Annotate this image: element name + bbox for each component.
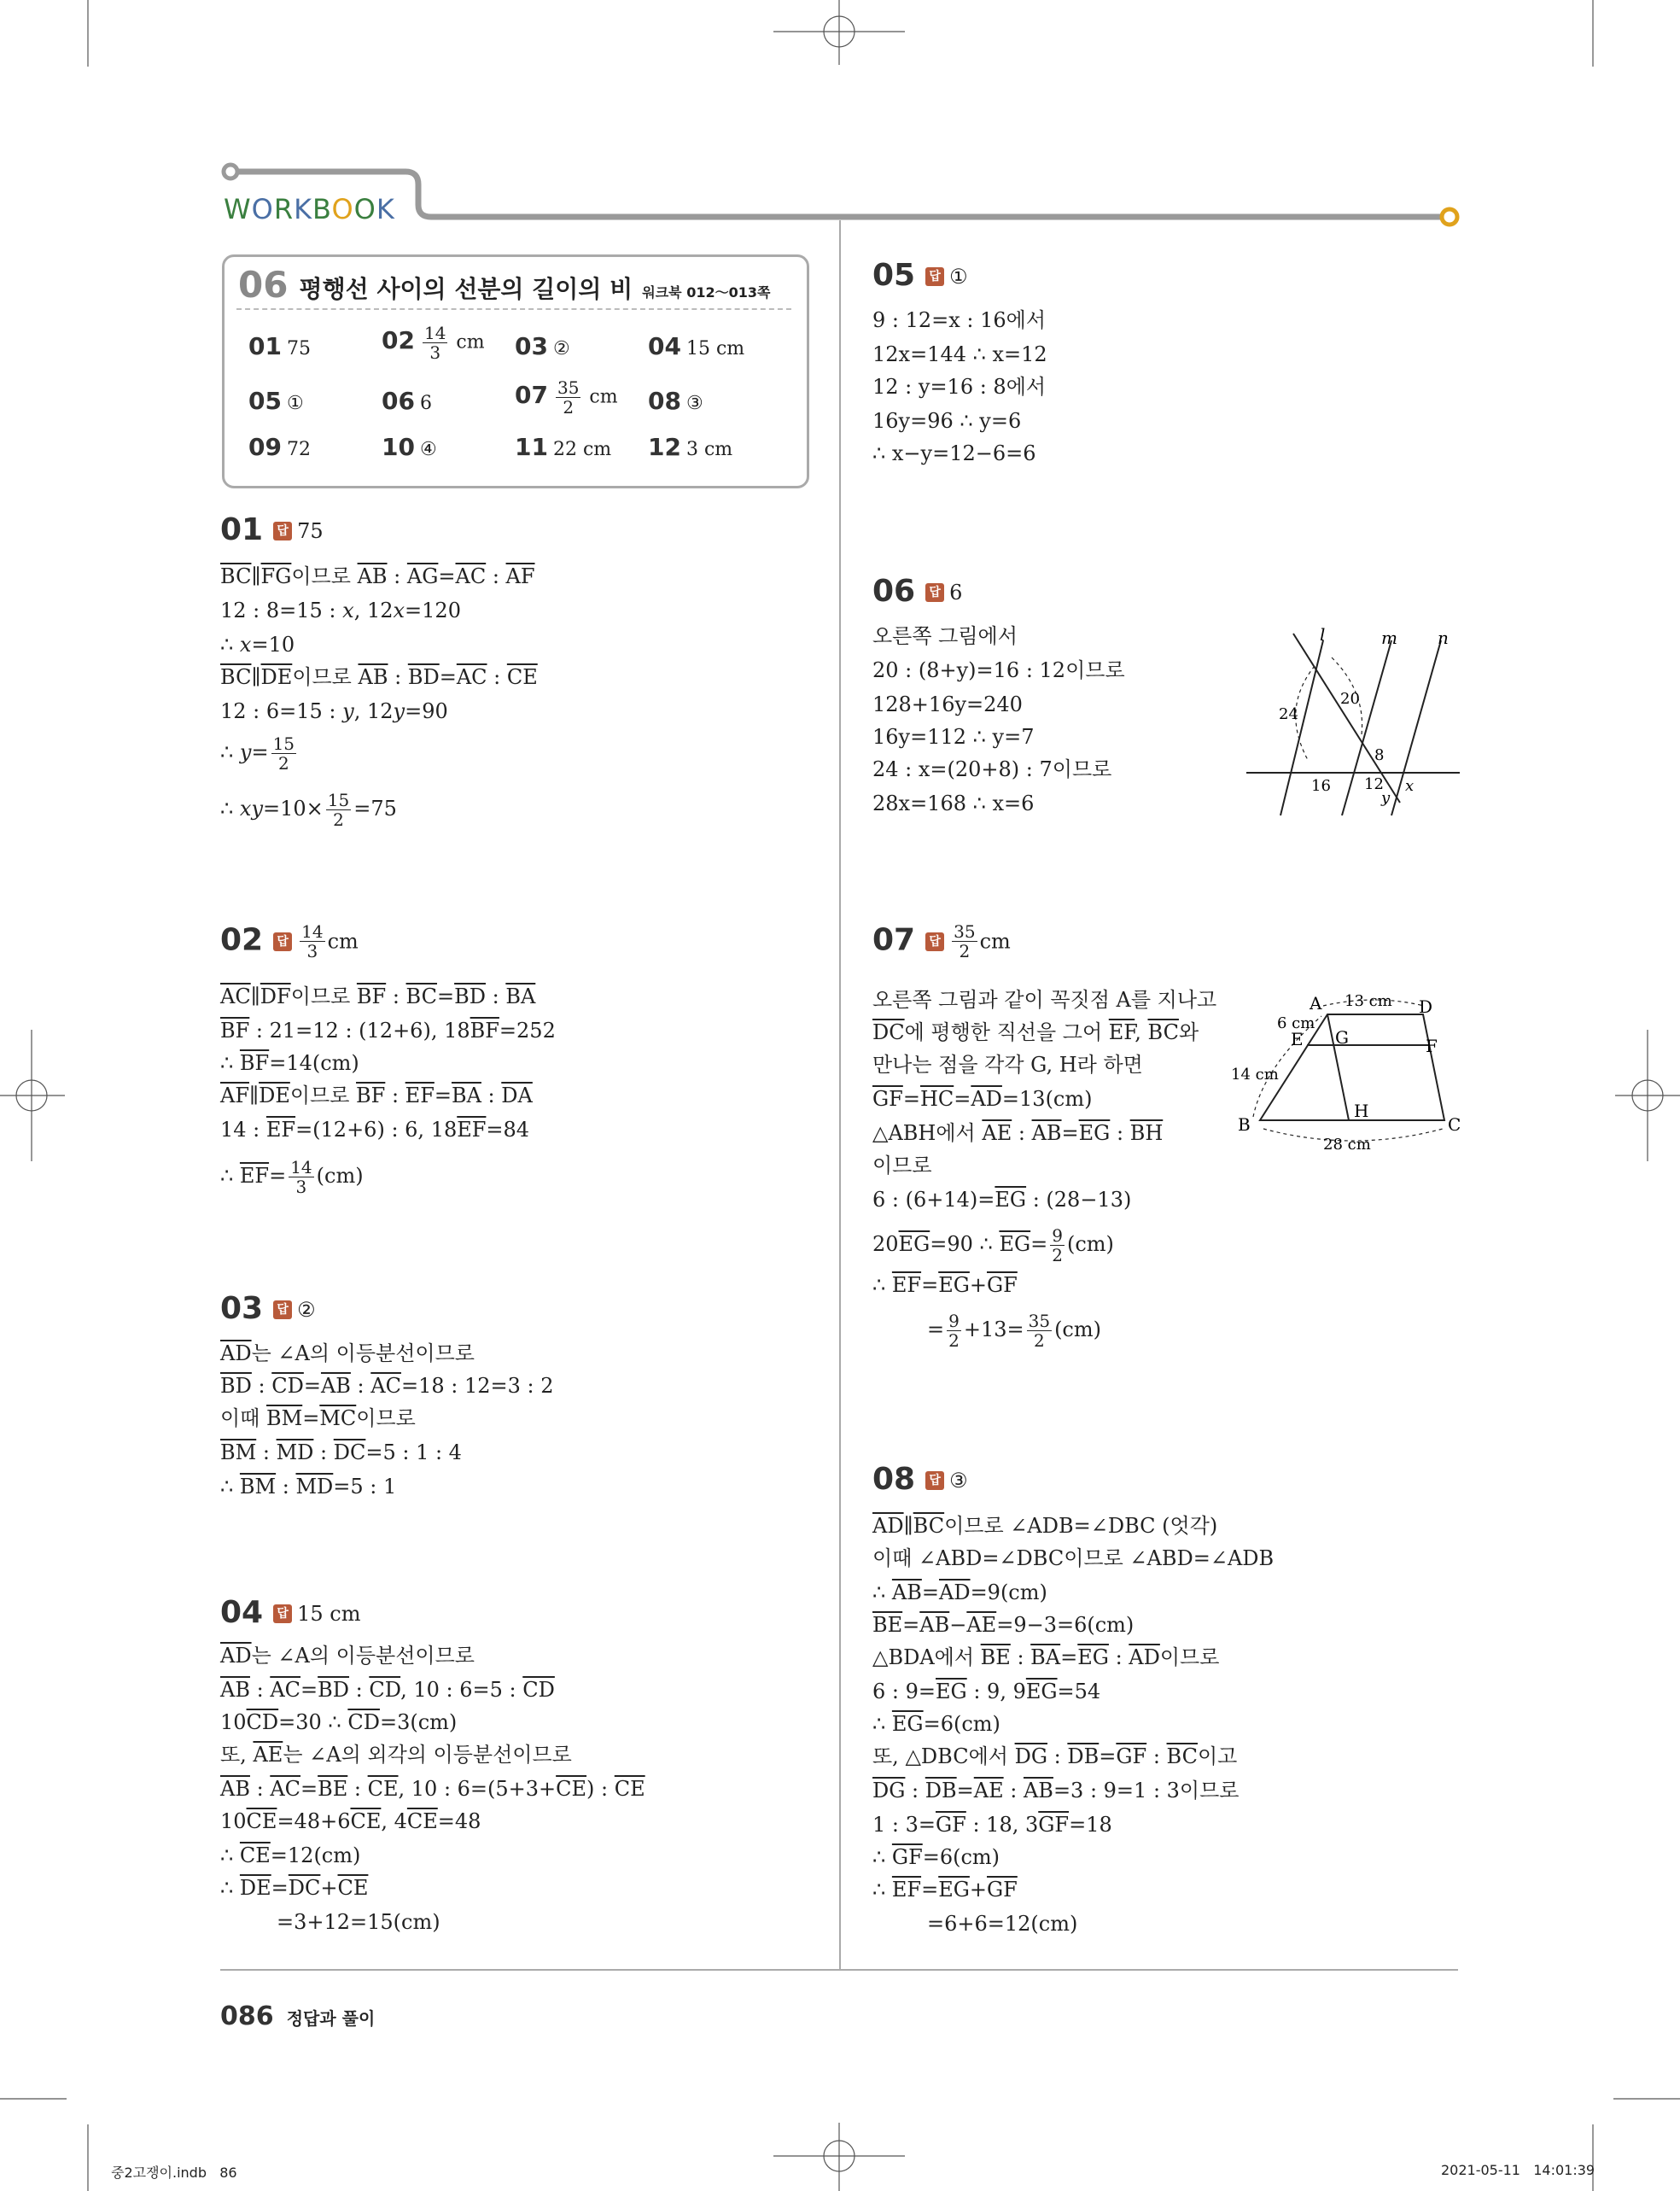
solution-line: 24 : x=(20+8) : 7이므로 xyxy=(872,757,1112,781)
workbook-brand: WORKBOOK xyxy=(224,193,395,225)
summary-header xyxy=(238,264,770,306)
solution-line: $\overline{AB}$ : $\overline{AC}=\overline{BD}$ : $\overline{CD}$, 10 : 6=5 : $\overline{CD}$ xyxy=(220,1678,555,1702)
solution-line: $10\overline{CD}=30$ ∴ $\overline{CD}=3(cm)$ xyxy=(220,1710,458,1734)
summary-item: 03 ② xyxy=(515,332,570,360)
solution-line: △BDA에서 $\overline{BE}$ : $\overline{BA}=\overline{EG}$ : $\overline{AD}$이므로 xyxy=(872,1645,1220,1669)
svg-text:n: n xyxy=(1438,628,1449,648)
solution-line: $\overline{BC}\parallel\overline{FG}$이므로 $\overline{AB}$ : $\overline{AG}=\overline{AC}$ : $\overline{AF}$ xyxy=(220,564,535,588)
question-number: 05 답 ① xyxy=(872,258,968,293)
summary-item: 11 22 cm xyxy=(515,433,612,461)
solution-line: $\overline{BM}$ : $\overline{MD}$ : $\overline{DC}=5$ : 1 : 4 xyxy=(220,1440,462,1464)
summary-item: 05 ① xyxy=(248,387,304,415)
solution-line: ∴ $\overline{AB}=\overline{AD}=9(cm)$ xyxy=(872,1580,1047,1604)
summary-divider xyxy=(236,308,791,310)
summary-number: 06 xyxy=(238,264,289,306)
solution-line: 또, △DBC에서 $\overline{DG}$ : $\overline{DB}=\overline{GF}$ : $\overline{BC}$이고 xyxy=(872,1744,1238,1768)
question-number: 06 답 6 xyxy=(872,574,963,609)
summary-item: 08 ③ xyxy=(648,387,703,415)
solution-line: $20\overline{EG}=90$ ∴ $\overline{EG}=$ $\frac{9}{2}$ (cm) xyxy=(872,1225,1114,1265)
solution-line: 16y=112 ∴ y=7 xyxy=(872,725,1035,749)
column-divider xyxy=(839,220,841,1971)
question-number: 03 답 ② xyxy=(220,1291,316,1326)
solution-line: $\overline{BE}=\overline{AB}-\overline{AE}=9-3=6(cm)$ xyxy=(872,1613,1135,1637)
svg-text:y: y xyxy=(1381,789,1391,807)
solution-line: 12 : 6=15 : y, 12y=90 xyxy=(220,699,448,723)
solution-line: $\overline{AF}\parallel\overline{DE}$이므로 $\overline{BF}$ : $\overline{EF}=\overline{BA}$ : $\overline{DA}$ xyxy=(220,1084,533,1107)
solution-line: ∴ $\overline{EG}=6(cm)$ xyxy=(872,1712,1000,1736)
solution-line: $\overline{BD}$ : $\overline{CD}=\overline{AB}$ : $\overline{AC}=18$ : 12=3 : 2 xyxy=(220,1374,554,1398)
svg-text:14 cm: 14 cm xyxy=(1231,1066,1279,1084)
solution-line: 128+16y=240 xyxy=(872,692,1023,716)
solution-line: 오른쪽 그림에서 xyxy=(872,624,1018,648)
svg-text:B: B xyxy=(1238,1114,1251,1135)
solution-line: ∴ $\overline{EF}=\overline{EG}+\overline{GF}$ xyxy=(872,1878,1018,1902)
solution-line: $\overline{GF}=\overline{HC}=\overline{AD}=13(cm)$ xyxy=(872,1087,1093,1111)
summary-item: 10 ④ xyxy=(382,433,437,461)
solution-line: ∴ $\overline{DE}=\overline{DC}+\overline{CE}$ xyxy=(220,1876,369,1900)
solution-line: △ABH에서 $\overline{AE}$ : $\overline{AB}=\overline{EG}$ : $\overline{BH}$ xyxy=(872,1121,1164,1145)
solution-line: 9 : 12=x : 16에서 xyxy=(872,308,1047,332)
bottom-rule xyxy=(220,1969,1458,1971)
page-label: 정답과 풀이 xyxy=(286,2008,376,2029)
svg-text:20: 20 xyxy=(1340,690,1360,708)
question-number: 02 답 $\frac{14}{3}$ cm xyxy=(220,921,359,961)
solution-line: =6+6=12(cm) xyxy=(927,1912,1078,1936)
solution-line: 이므로 xyxy=(872,1154,932,1177)
trapezoid-figure xyxy=(1229,990,1468,1153)
solution-line: =3+12=15(cm) xyxy=(277,1910,440,1934)
solution-line: 20 : (8+y)=16 : 12이므로 xyxy=(872,658,1125,682)
solution-line: 6 : $(6+14)=\overline{EG}$ : (28−13) xyxy=(872,1188,1132,1212)
solution-line: ∴ y= $\frac{15}{2}$ xyxy=(220,733,295,774)
svg-text:x: x xyxy=(1405,777,1415,795)
solution-line: $\overline{AD}$는 ∠A의 이등분선이므로 xyxy=(220,1341,475,1365)
solution-line: ∴ $\overline{GF}=6(cm)$ xyxy=(872,1845,1000,1869)
svg-text:6 cm: 6 cm xyxy=(1277,1014,1315,1032)
solution-line: ∴ $\overline{BM}$ : $\overline{MD}=5$ : 1 xyxy=(220,1475,397,1499)
solution-line: $10\overline{CE}=48+6\overline{CE}$, $4\overline{CE}=48$ xyxy=(220,1809,481,1833)
solution-line: 이때 $\overline{BM}=\overline{MC}$이므로 xyxy=(220,1406,416,1430)
solution-line: $\overline{BF}$ : 21=12 : (12+6), $18\overline{BF}=252$ xyxy=(220,1019,556,1043)
solution-line: $\overline{AB}$ : $\overline{AC}=\overline{BE}$ : $\overline{CE}$, 10 : $6=(5+3+\overline{CE})$ : $\overline{CE}$ xyxy=(220,1777,645,1801)
summary-item: 01 75 xyxy=(248,332,311,360)
summary-item: 06 6 xyxy=(382,387,432,415)
solution-line: 오른쪽 그림과 같이 꼭짓점 A를 지나고 xyxy=(872,988,1217,1012)
summary-item: 04 15 cm xyxy=(648,332,745,360)
svg-text:28 cm: 28 cm xyxy=(1323,1136,1371,1153)
solution-line: $\overline{DG}$ : $\overline{DB}=\overline{AE}$ : $\overline{AB}=3$ : 9=1 : 3이므로 xyxy=(872,1779,1240,1802)
svg-text:G: G xyxy=(1335,1027,1349,1048)
solution-line: 12 : y=16 : 8에서 xyxy=(872,375,1047,399)
solution-line: 16y=96 ∴ y=6 xyxy=(872,409,1022,433)
svg-text:8: 8 xyxy=(1374,746,1385,764)
solution-line: ∴ $\overline{BF}=14(cm)$ xyxy=(220,1051,359,1075)
solution-line: 28x=168 ∴ x=6 xyxy=(872,792,1035,815)
svg-text:E: E xyxy=(1291,1029,1304,1049)
solution-line: 12 : 8=15 : x, 12x=120 xyxy=(220,599,461,622)
solution-line: ∴ x=10 xyxy=(220,633,295,657)
summary-item: 09 72 xyxy=(248,433,311,461)
svg-text:D: D xyxy=(1419,996,1433,1017)
solution-line: 14 : $\overline{EF}=(12+6)$ : 6, $18\overline{EF}=84$ xyxy=(220,1118,530,1142)
print-stamp: 2021-05-11 14:01:39 xyxy=(1441,2162,1595,2178)
svg-text:16: 16 xyxy=(1311,777,1331,795)
solution-line: $\overline{DC}$에 평행한 직선을 그어 $\overline{EF}$, $\overline{BC}$와 xyxy=(872,1020,1199,1044)
summary-ref: 워크북 012～013쪽 xyxy=(642,284,771,301)
question-number: 04 답 15 cm xyxy=(220,1595,361,1630)
svg-text:l: l xyxy=(1320,624,1326,645)
solution-line: $\overline{AC}\parallel\overline{DF}$이므로 $\overline{BF}$ : $\overline{BC}=\overline{BD}$ : $\overline{BA}$ xyxy=(220,984,536,1008)
solution-line: 1 : $3=\overline{GF}$ : 18, $3\overline{GF}=18$ xyxy=(872,1813,1112,1837)
question-number: 01 답 75 xyxy=(220,512,324,547)
summary-item: 02 $\frac{14}{3}$ cm xyxy=(382,323,485,363)
solution-line: 12x=144 ∴ x=12 xyxy=(872,342,1047,366)
summary-item: 12 3 cm xyxy=(648,433,733,461)
svg-text:12: 12 xyxy=(1364,775,1384,793)
solution-line: 또, $\overline{AE}$는 ∠A의 외각의 이등분선이므로 xyxy=(220,1743,572,1767)
solution-line: = $\frac{9}{2}$ +13= $\frac{35}{2}$ (cm) xyxy=(927,1311,1101,1351)
solution-line: ∴ $\overline{CE}=12(cm)$ xyxy=(220,1843,361,1867)
solution-line: 이때 ∠ABD=∠DBC이므로 ∠ABD=∠ADB xyxy=(872,1546,1275,1570)
svg-text:13 cm: 13 cm xyxy=(1345,992,1392,1010)
solution-line: $\overline{BC}\parallel\overline{DE}$이므로 $\overline{AB}$ : $\overline{BD}=\overline{AC}$ : $\overline{CE}$ xyxy=(220,665,538,689)
solution-line: ∴ $\overline{EF}=$ $\frac{14}{3}$ (cm) xyxy=(220,1157,364,1197)
solution-line: ∴ x−y=12−6=6 xyxy=(872,441,1036,465)
svg-text:H: H xyxy=(1354,1101,1369,1121)
svg-text:A: A xyxy=(1310,993,1322,1014)
svg-text:24: 24 xyxy=(1279,705,1298,723)
svg-text:F: F xyxy=(1426,1036,1438,1056)
question-number: 07 답 $\frac{35}{2}$ cm xyxy=(872,921,1011,961)
svg-text:C: C xyxy=(1448,1114,1461,1135)
solution-line: ∴ xy=10× $\frac{15}{2}$ =75 xyxy=(220,790,397,830)
solution-line: ∴ $\overline{EF}=\overline{EG}+\overline{GF}$ xyxy=(872,1273,1018,1297)
solution-line: 만나는 점을 각각 G, H라 하면 xyxy=(872,1053,1143,1077)
summary-box xyxy=(222,254,809,488)
svg-text:m: m xyxy=(1381,628,1397,648)
question-number: 08 답 ③ xyxy=(872,1462,968,1497)
solution-line: 6 : $9=\overline{EG}$ : 9, $9\overline{EG}=54$ xyxy=(872,1680,1101,1703)
file-info: 중2고쟁이.indb 86 xyxy=(111,2165,237,2181)
solution-line: $\overline{AD}$는 ∠A의 이등분선이므로 xyxy=(220,1644,475,1668)
solution-line: $\overline{AD}\parallel\overline{BC}$이므로 ∠ADB=∠DBC (엇각) xyxy=(872,1514,1218,1538)
page-number: 086 xyxy=(220,2001,274,2031)
parallel-lines-figure xyxy=(1246,623,1468,828)
summary-item: 07 $\frac{35}{2}$ cm xyxy=(515,377,618,418)
page-footer xyxy=(220,2001,375,2031)
summary-title: 평행선 사이의 선분의 길이의 비 xyxy=(299,275,633,303)
